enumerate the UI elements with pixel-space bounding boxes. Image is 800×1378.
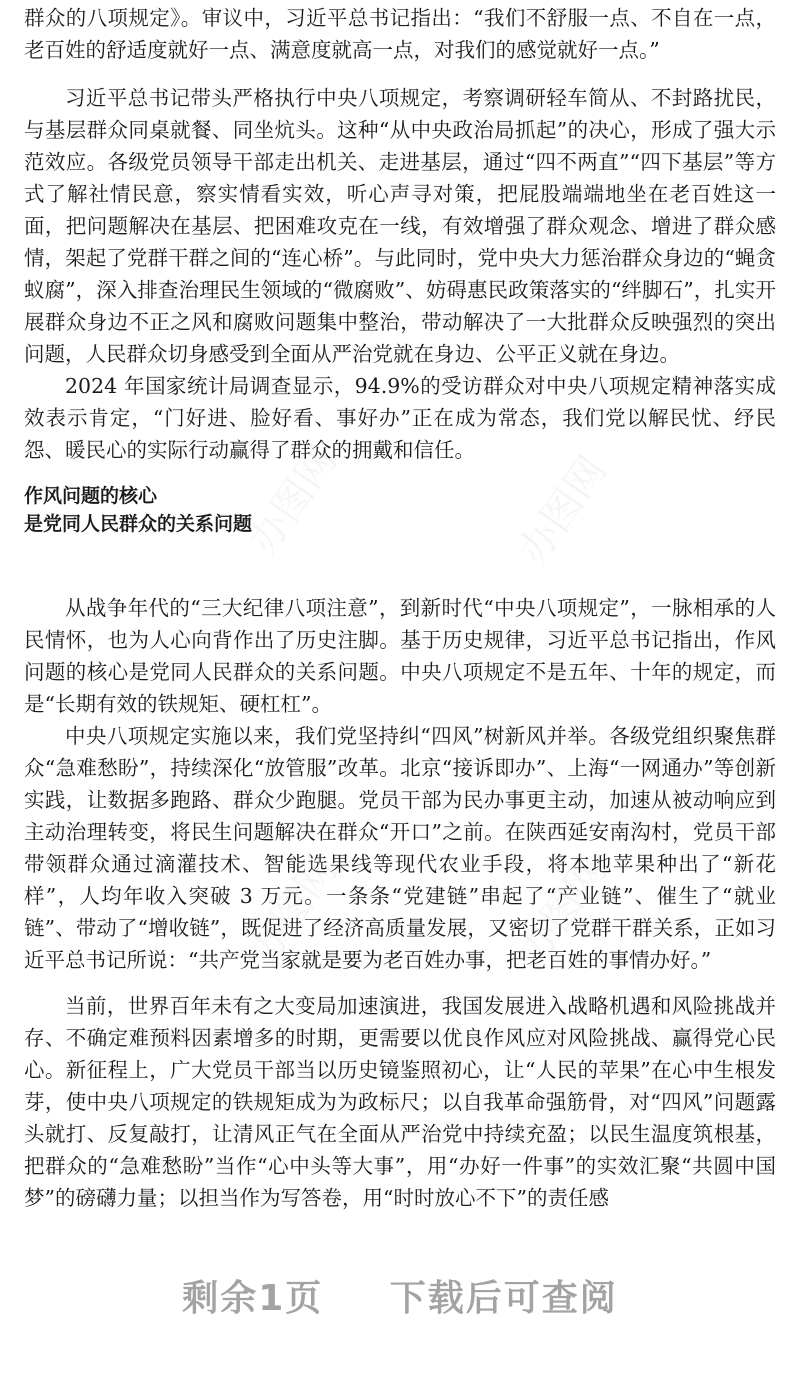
download-banner[interactable]	[0, 1270, 800, 1321]
paragraph-5: 中央八项规定实施以来，我们党坚持纠“四风”树新风并举。各级党组织聚焦群众“急难愁盼”，持续深化“放管服”改革。北京“接诉即办”、上海“一网通办”等创新实践，让数据多跑路、群众少跑腿。党员干部为民办事更主动，加速从被动响应到主动治理转变，将民生问题解决在群众“开口”之前。在陕西延安南沟村，党员干部带领群众通过滴灌技术、智能选果线等现代农业手段，将本地苹果种出了“新花样”，人均年收入突破 3 万元。一条条“党建链”串起了“产业链”、催生了“就业链”、带动了“增收链”，既促进了经济高质量发展，又密切了党群干群关系，正如习近平总书记所说：“共产党当家就是要为老百姓办事，把老百姓的事情办好。”	[24, 724, 776, 972]
download-to-view-text: 下载后可查阅	[389, 1278, 618, 1319]
paragraph-1: 群众的八项规定》。审议中，习近平总书记指出：“我们不舒服一点、不自在一点，老百姓的舒适度就好一点、满意度就高一点，对我们的感觉就好一点。”	[24, 6, 776, 62]
watermark-2: 办图网	[509, 448, 617, 573]
section-heading-line-1: 作风问题的核心	[24, 485, 158, 507]
section-heading-line-2: 是党同人民群众的关系问题	[24, 513, 253, 535]
watermark-3: 办图网	[239, 848, 347, 973]
watermark-1: 办图网	[239, 438, 347, 563]
watermark-4: 办图网	[509, 848, 617, 973]
paragraph-4: 从战争年代的“三大纪律八项注意”，到新时代“中央八项规定”，一脉相承的人民情怀，也为人心向背作出了历史注脚。基于历史规律，习近平总书记指出，作风问题的核心是党同人民群众的关系问题。中央八项规定不是五年、十年的规定，而是“长期有效的铁规矩、硬杠杠”。	[24, 596, 776, 716]
paragraph-3: 2024 年国家统计局调查显示，94.9%的受访群众对中央八项规定精神落实成效表示肯定，“门好进、脸好看、事好办”正在成为常态，我们党以解民忧、纾民怨、暖民心的实际行动赢得了群众的拥戴和信任。	[24, 374, 776, 462]
paragraph-2: 习近平总书记带头严格执行中央八项规定，考察调研轻车简从、不封路扰民，与基层群众同桌就餐、同坐炕头。这种“从中央政治局抓起”的决心，形成了强大示范效应。各级党员领导干部走出机关、走进基层，通过“四不两直”“四下基层”等方式了解社情民意，察实情看实效，听心声寻对策，把屁股端端地坐在老百姓这一面，把问题解决在基层、把困难攻克在一线，有效增强了群众观念、增进了群众感情，架起了党群干群之间的“连心桥”。与此同时，党中央大力惩治群众身边的“蝇贪蚁腐”，深入排查治理民生领域的“微腐败”、妨碍惠民政策落实的“绊脚石”，扎实开展群众身边不正之风和腐败问题集中整治，带动解决了一大批群众反映强烈的突出问题，人民群众切身感受到全面从严治党就在身边、公平正义就在身边。	[24, 86, 776, 366]
section-heading	[24, 482, 624, 538]
remaining-pages-text: 剩余1页	[182, 1278, 324, 1319]
paragraph-6: 当前，世界百年未有之大变局加速演进，我国发展进入战略机遇和风险挑战并存、不确定难预料因素增多的时期，更需要以优良作风应对风险挑战、赢得党心民心。新征程上，广大党员干部当以历史镜鉴照初心，让“人民的苹果”在心中生根发芽，使中央八项规定的铁规矩成为为政标尺；以自我革命强筋骨，对“四风”问题露头就打、反复敲打，让清风正气在全面从严治党中持续充盈；以民生温度筑根基，把群众的“急难愁盼”当作“心中头等大事”，用“办好一件事”的实效汇聚“共圆中国梦”的磅礴力量；以担当作为写答卷，用“时时放心不下”的责任感	[24, 994, 776, 1210]
